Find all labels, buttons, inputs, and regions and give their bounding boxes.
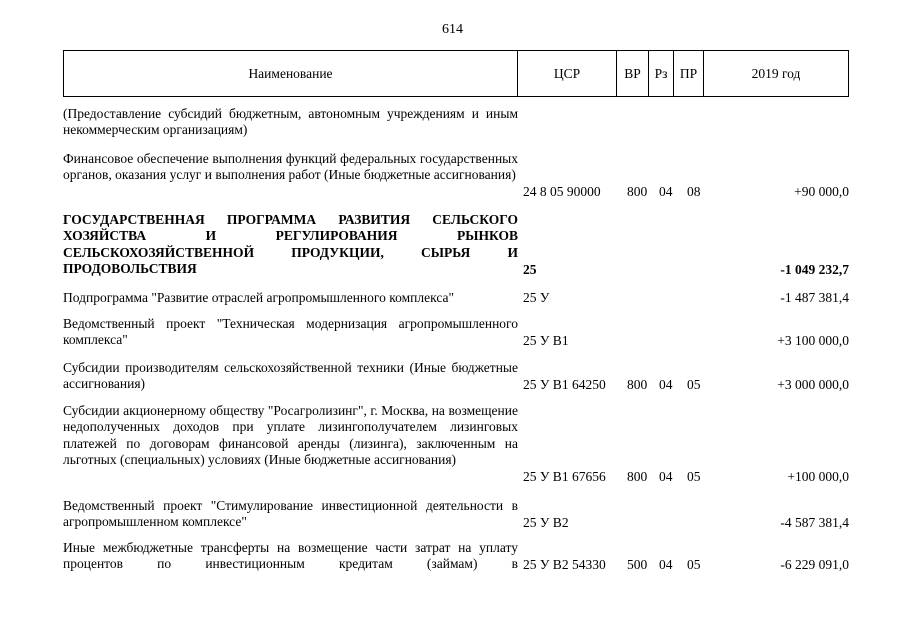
row-amount: +100 000,0 (787, 469, 849, 484)
row-name: (Предоставление субсидий бюджетным, автономным учреждениям и иным некоммерческим организациям) (63, 106, 518, 138)
row-amount: +3 100 000,0 (777, 333, 849, 348)
row-pr: 05 (687, 469, 701, 484)
row-amount: -6 229 091,0 (780, 557, 849, 572)
header-vr: ВР (617, 51, 649, 96)
row-amount: +3 000 000,0 (777, 377, 849, 392)
row-name: ГОСУДАРСТВЕННАЯ ПРОГРАММА РАЗВИТИЯ СЕЛЬСКОГО ХОЗЯЙСТВА И РЕГУЛИРОВАНИЯ РЫНКОВ СЕЛЬСКОХОЗЯЙСТВЕННОЙ ПРОДУКЦИИ, СЫРЬЯ И ПРОДОВОЛЬСТВИЯ (63, 212, 518, 277)
row-pr: 05 (687, 377, 701, 392)
row-rz: 04 (659, 184, 673, 199)
row-csr: 25 У В2 54330 (523, 557, 606, 572)
table-row (63, 151, 849, 201)
row-amount: -4 587 381,4 (780, 515, 849, 530)
row-rz: 04 (659, 557, 673, 572)
row-pr: 05 (687, 557, 701, 572)
row-name: Субсидии акционерному обществу "Росагролизинг", г. Москва, на возмещение недополученных доходов при уплате лизингополучателем лизинговых платежей по договорам финансовой аренды (лизинга), заключенным на льготных (специальных) условиях (Иные бюджетные ассигнования) (63, 403, 518, 468)
row-csr: 25 У В1 64250 (523, 377, 606, 392)
row-csr: 25 У В2 (523, 515, 569, 530)
row-vr: 500 (627, 557, 648, 572)
table-row (63, 316, 849, 350)
row-name: Подпрограмма "Развитие отраслей агропромышленного комплекса" (63, 290, 454, 305)
row-name: Финансовое обеспечение выполнения функций федеральных государственных органов, оказания услуг и выполнения работ (Иные бюджетные ассигнования) (63, 151, 518, 183)
row-vr: 800 (627, 469, 648, 484)
table-row (63, 360, 849, 394)
table-row (63, 290, 849, 307)
header-csr: ЦСР (518, 51, 617, 96)
row-vr: 800 (627, 377, 648, 392)
row-csr: 25 (523, 262, 537, 277)
table-row (63, 106, 849, 140)
row-name: Субсидии производителям сельскохозяйственной техники (Иные бюджетные ассигнования) (63, 360, 518, 392)
row-vr: 800 (627, 184, 648, 199)
header-name: Наименование (63, 51, 518, 96)
table-row (63, 212, 849, 278)
row-name: Иные межбюджетные трансферты на возмещение части затрат на уплату процентов по инвестиционным кредитам (займам) в (63, 540, 518, 572)
row-pr: 08 (687, 184, 701, 199)
table-row (63, 498, 849, 532)
table-row (63, 403, 849, 487)
header-rz: Рз (649, 51, 674, 96)
row-rz: 04 (659, 469, 673, 484)
row-amount: -1 487 381,4 (780, 290, 849, 305)
header-year: 2019 год (704, 51, 849, 96)
row-csr: 25 У В1 67656 (523, 469, 606, 484)
row-csr: 24 8 05 90000 (523, 184, 601, 199)
table-header (63, 50, 849, 97)
row-name: Ведомственный проект "Техническая модернизация агропромышленного комплекса" (63, 316, 518, 348)
table-row (63, 540, 849, 574)
row-csr: 25 У В1 (523, 333, 569, 348)
header-pr: ПР (674, 51, 704, 96)
row-name: Ведомственный проект "Стимулирование инвестиционной деятельности в агропромышленном комплексе" (63, 498, 518, 530)
row-amount: -1 049 232,7 (780, 262, 849, 277)
row-amount: +90 000,0 (794, 184, 849, 199)
page-number: 614 (442, 22, 463, 37)
row-rz: 04 (659, 377, 673, 392)
row-csr: 25 У (523, 290, 550, 305)
